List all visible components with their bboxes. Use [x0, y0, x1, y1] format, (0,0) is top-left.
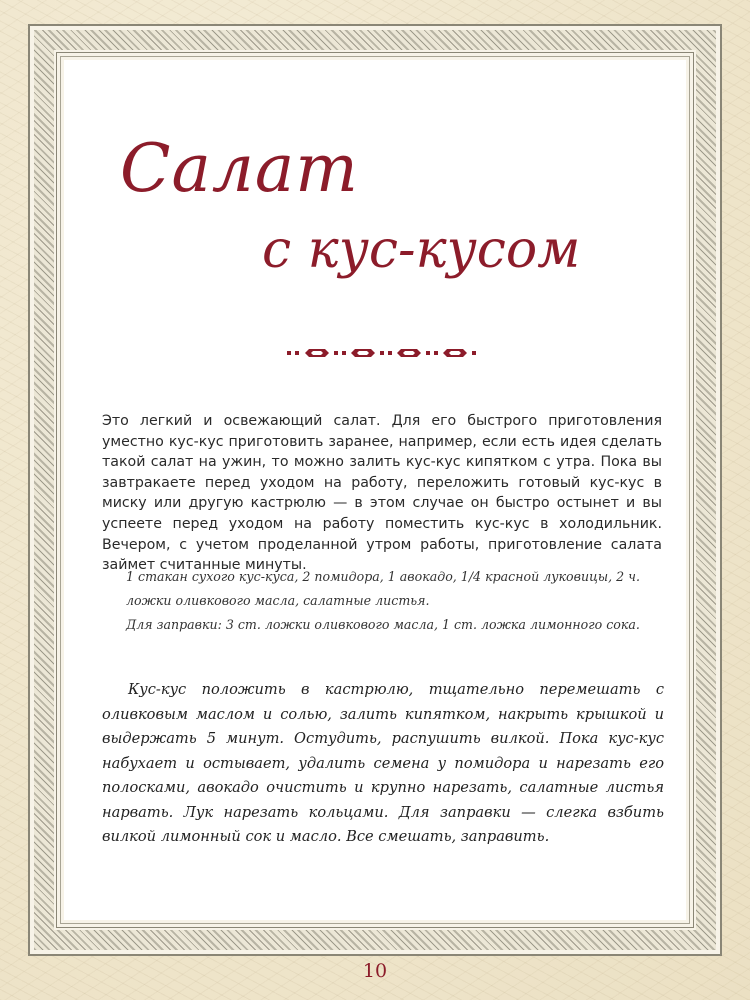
divider-ornament-icon [287, 346, 481, 360]
title-line-1: Салат [120, 130, 359, 207]
page-number: 10 [362, 960, 388, 982]
intro-paragraph: Это легкий и освежающий салат. Для его быстрого приготовления уместно кус-кус приготовить заранее, например, если есть идея сделать такой салат на ужин, то можно залить кус-кус кипятком с утра. Пока вы завтракаете перед уходом на работу, переложить готовый кус-кус в миску или другую кастрюлю — в этом случае он быстро остынет и вы успеете перед уходом на работу поместить кус-кус в холодильник. Вечером, с учетом проделанной утром работы, приготовление салата займет считанные минуты. [102, 413, 662, 574]
dressing-ingredients: Для заправки: 3 ст. ложки оливкового масла, 1 ст. ложка лимонного сока. [126, 617, 640, 632]
ingredients-list: 1 стакан сухого кус-куса, 2 помидора, 1 авокадо, 1/4 красной луковицы, 2 ч. ложки оливкового масла, салатные листья. [126, 569, 640, 608]
title-line-2: с кус-кусом [262, 220, 581, 280]
method-paragraph: Кус-кус положить в кастрюлю, тщательно перемешать с оливковым маслом и солью, залить кипятком, накрыть крышкой и выдержать 5 минут. Остудить, распушить вилкой. Пока кус-кус набухает и остывает, удалить семена у помидора и нарезать его полосками, авокадо очистить и крупно нарезать, салатные листья нарвать. Лук нарезать кольцами. Для заправки — слегка взбить вилкой лимонный сок и масло. Все смешать, заправить. [102, 681, 664, 845]
ingredients-block [126, 565, 646, 637]
